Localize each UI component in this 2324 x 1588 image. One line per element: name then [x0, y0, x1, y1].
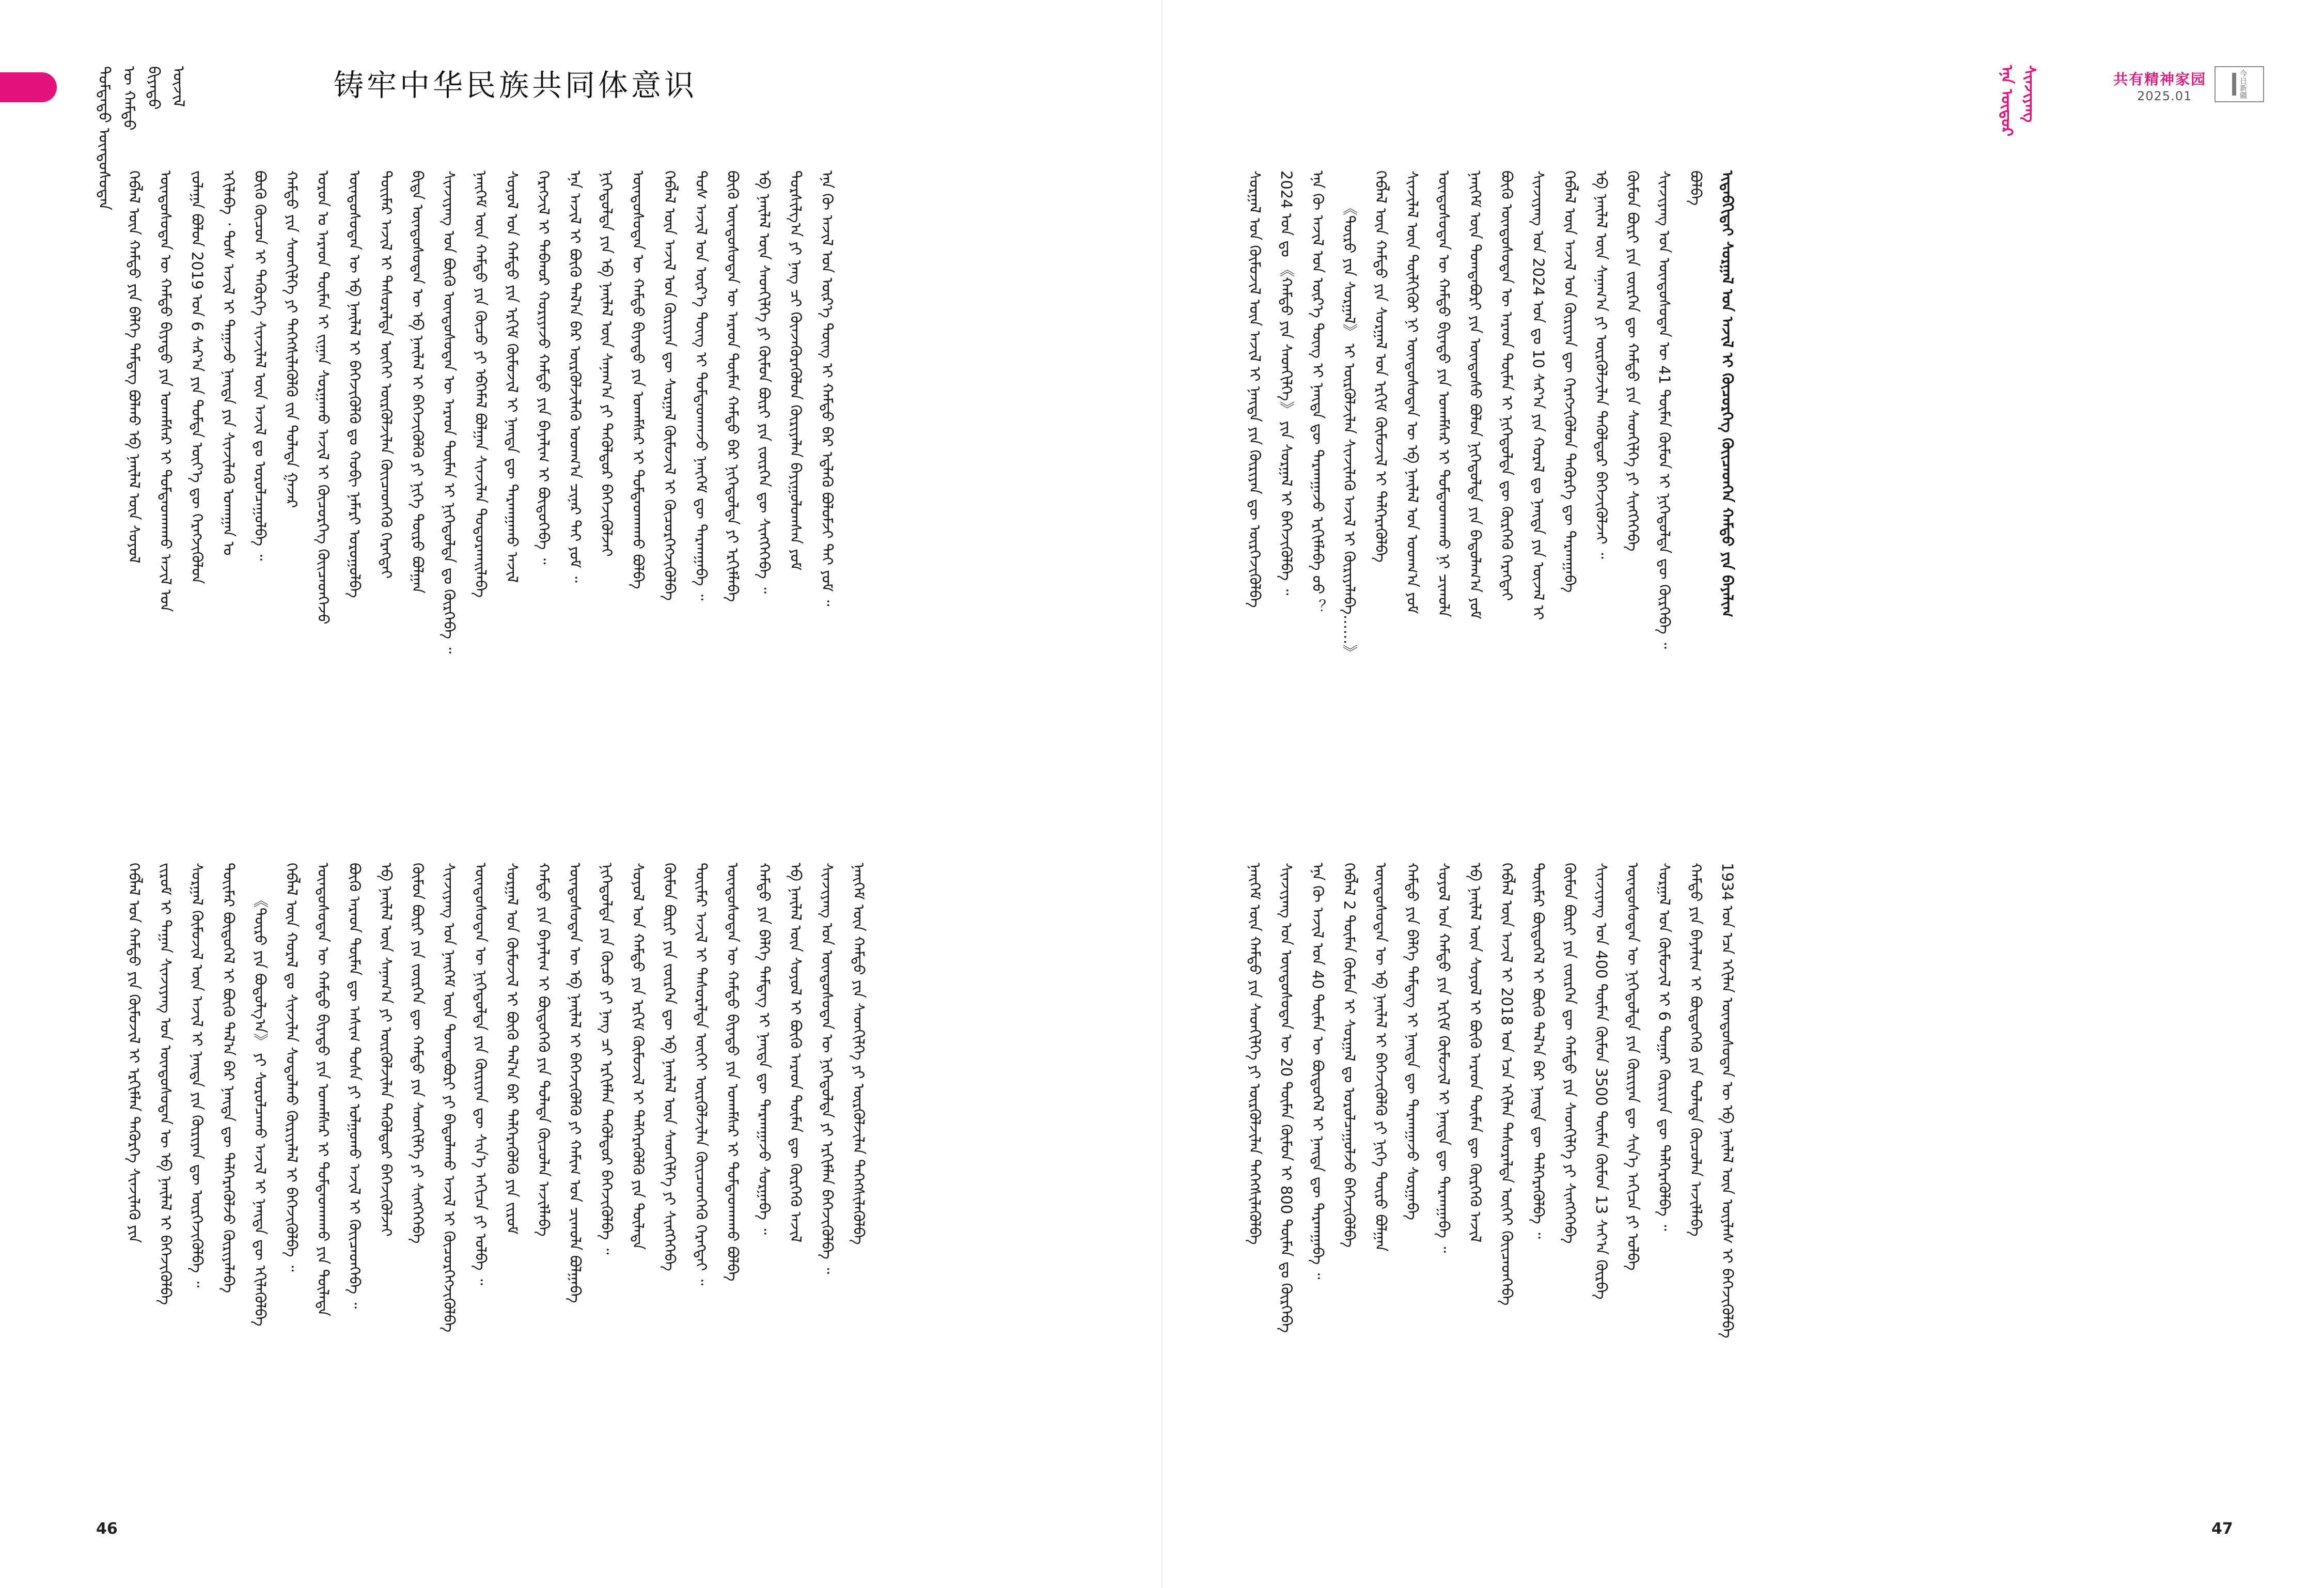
text-column: ᠤᠷᠤᠨ ᠤ ᠠᠷᠠᠳ ᠲᠦᠮᠡᠨ ᠢ ᠵᠢᠭᠠᠨ ᠰᠤᠷᠭᠠᠬᠤ ᠠᠵᠢᠯ ᠢ ᠬᠦᠴᠦᠷᠬᠡᠭ ᠭᠦᠢᠴᠡᠳᠬᠡᠵᠦ [315, 170, 332, 625]
text-column: ᠰᠤᠷᠭᠠᠯ ᠤᠨ ᠬᠦᠮᠦᠵᠢᠯ ᠦᠨ ᠠᠵᠢᠯ ᠢ ᠨᠡᠢ᠋ᠲᠡ ᠶᠢᠨ ᠬᠦᠷᠢᠶᠡᠨ ᠳᠦ ᠦᠷᠭᠡᠵᠢᠭᠦᠯᠪᠡ [1246, 170, 1264, 608]
text-column: ᠲᠦᠢᠮᠡᠷ ᠪᠦᠲᠦᠭᠡᠯ ᠢ ᠪᠦᠬᠦ ᠲᠠᠯ᠎ᠠ ᠪᠠᠷ ᠨᠡᠢ᠋ᠲᠡ ᠳᠦ ᠳᠡᠯᠭᠡᠷᠡᠭᠦᠯᠵᠦ ᠬᠦᠷᠢᠶᠡᠯᠡᠪᠡ [220, 863, 238, 1293]
text-column: ᠰᠤᠷᠭᠠᠯ ᠬᠦᠮᠦᠵᠢᠯ ᠦᠨ ᠠᠵᠢᠯ ᠢ ᠨᠡᠢ᠋ᠲᠡ ᠶᠢᠨ ᠬᠦᠷᠢᠶᠡᠨ ᠳᠦ ᠦᠷᠭᠡᠵᠢᠭᠦᠯᠪᠡ ᠃ [189, 863, 206, 1288]
text-column: ᠡᠪ ᠨᠡᠢ᠋ᠯᠡᠯ ᠦᠨ ᠰᠠᠨᠠᠭ᠎ᠠ ᠶᠢ ᠦᠷᠭᠦᠯᠵᠢᠯᠡᠨ ᠲᠡᠭᠦᠯᠳᠦᠷ ᠪᠡᠬᠡᠵᠢᠭᠦᠯᠵᠡᠢ ᠃ [1593, 170, 1610, 559]
logo-bar-icon [2232, 73, 2236, 96]
text-column: ᠬᠡᠪᠯᠡᠯ ᠤᠨ ᠬᠠᠮᠲᠤ ᠶᠢᠨ ᠬᠦᠮᠦᠵᠢᠯ ᠢ ᠡᠷᠬᠢᠮᠯᠡᠨ ᠲᠡᠭᠦᠷᠭᠡ ᠰᠢᠨᠵᠢᠯᠡᠬᠦ ᠶᠢᠨ [125, 863, 143, 1243]
text-column: ᠬᠦᠮᠦᠨ ᠪᠦᠷᠢ ᠶᠢᠨ ᠵᠦᠷᠬᠡᠨ ᠳᠦ ᠬᠠᠮᠲᠤ ᠶᠢᠨ ᠰᠡᠳᠬᠢᠯᠭᠡ ᠶᠢ ᠰᠢᠩᠭᠡᠭᠡᠪᠡ [1624, 170, 1642, 552]
text-column: ᠦᠨᠳᠦᠰᠦᠲᠡᠨ ᠦ ᠬᠠᠮᠲᠤ ᠪᠢᠶᠡᠲᠦ ᠶᠢᠨ ᠤᠬᠠᠮᠰᠠᠷ ᠢ ᠲᠤᠮᠳᠠᠳᠬᠠᠬᠤ ᠪᠣᠯᠪᠠ [724, 863, 742, 1282]
text-column: ᠲᠤᠰ ᠠᠵᠢᠯ ᠤᠨ ᠦᠷ᠎ᠡ ᠳᠦᠩ ᠢ ᠲᠤᠮᠳᠠᠳᠬᠠᠵᠤ ᠨᠡᠢ᠋ᠭᠡᠮ ᠳᠦ ᠲᠠᠷᠬᠠᠭᠠᠪᠠ ᠃ [693, 170, 710, 601]
issue-number: 2025.01 [2137, 89, 2192, 103]
text-column: ᠬᠦᠮᠦᠨ ᠪᠦᠷᠢ ᠶᠢᠨ ᠵᠦᠷᠬᠡᠨ ᠳᠦ ᠡᠪ ᠨᠡᠢ᠋ᠯᠡᠯ ᠦᠨ ᠰᠡᠳᠬᠢᠯᠭᠡ ᠶᠢ ᠰᠢᠩᠭᠡᠭᠡᠪᠡ [661, 863, 679, 1271]
text-column: ᠪᠦᠬᠦ ᠦᠨᠳᠦᠰᠦᠲᠡᠨ ᠦ ᠠᠷᠠᠳ ᠲᠦᠮᠡᠨ ᠢ ᠨᠢᠭᠡᠳᠦᠯᠲᠡ ᠳᠦ ᠬᠦᠷᠭᠡᠬᠦ ᠬᠡᠷᠡᠭᠲᠡᠢ [1498, 170, 1516, 601]
text-column: ᠬᠡᠪᠯᠡᠯ ᠦᠨ ᠠᠵᠢᠯ ᠢ 2018 ᠤᠨ ᠡᠴᠡ ᠡᠬᠢᠯᠡᠨ ᠲᠠᠰᠤᠷᠠᠯᠲᠠ ᠦᠭᠡᠢ ᠭᠦᠢᠴᠡᠳᠬᠡᠪᠡ [1498, 863, 1516, 1306]
text-column: ᠲᠦᠢᠮᠡᠷ ᠠᠵᠢᠯ ᠢ ᠲᠠᠰᠤᠷᠠᠯᠲᠠ ᠦᠭᠡᠢ ᠦᠷᠭᠦᠯᠵᠢᠯᠡᠨ ᠭᠦᠢᠴᠡᠳᠬᠡᠬᠦ ᠬᠡᠷᠡᠭᠲᠡᠢ ᠃ [693, 863, 710, 1286]
text-column: ᠵᠤᠯᠠᠭᠠ ᠪᠤᠯᠤᠨ 2019 ᠤᠨ 6 ᠰᠠᠷ᠎ᠠ ᠶᠢᠨ ᠳᠤᠮᠳᠠ ᠦᠶ᠎ᠡ ᠳᠦ ᠬᠡᠷᠡᠭᠵᠢᠬᠦᠯᠦᠨ [189, 170, 206, 584]
text-column: ᠦᠨᠳᠦᠰᠦᠲᠡᠨ ᠦ ᠨᠢᠭᠡᠳᠦᠯᠲᠡ ᠶᠢᠨ ᠬᠦᠷᠢᠶᠡᠨ ᠳᠦ ᠰᠢᠨ᠎ᠡ ᠠᠬᠢᠴᠠ ᠶᠢ ᠣᠯᠪᠠ ᠃ [472, 863, 490, 1285]
text-column: ᠬᠦᠮᠦᠨ ᠪᠦᠷᠢ ᠶᠢᠨ ᠵᠦᠷᠬᠡᠨ ᠳᠦ ᠬᠠᠮᠲᠤ ᠶᠢᠨ ᠰᠡᠳᠬᠢᠯᠭᠡ ᠶᠢ ᠰᠢᠩᠭᠡᠭᠡᠪᠡ [1561, 863, 1579, 1244]
text-column: ᠨᠢᠭᠡᠳᠦᠯᠲᠡ ᠶᠢᠨ ᠡᠪ ᠨᠡᠢ᠋ᠯᠡᠯ ᠦᠨ ᠰᠠᠨᠠᠭ᠎ᠠ ᠶᠢ ᠲᠡᠭᠦᠯᠳᠦᠷ ᠪᠡᠬᠡᠵᠢᠭᠦᠯᠵᠡᠢ [598, 170, 616, 557]
magazine-mongol-name [1998, 65, 2038, 136]
text-column: ᠡᠨᠡ ᠠᠵᠢᠯ ᠢ ᠪᠦᠬᠦ ᠲᠠᠯ᠎ᠠ ᠪᠠᠷ ᠦᠷᠭᠦᠯᠵᠢᠯᠡᠬᠦ ᠤᠳᠬ᠎ᠠ ᠴᠢᠨᠠᠷ ᠲᠠᠢ ᠶᠤᠮ ᠃ [567, 170, 584, 583]
left-page-upper-text [124, 170, 1131, 744]
text-column: ᠪᠣᠯᠪᠠ [1687, 170, 1705, 206]
mongol-title-line: ᠪᠢᠶᠡᠲᠦ [145, 66, 163, 110]
text-column: ᠲᠤᠷᠰᠢᠯᠭ᠎ᠠ ᠶᠢ ᠨᠡᠩ ᠴᠢ ᠭᠦᠨᠵᠡᠭᠦᠷᠡᠭᠦᠯᠦᠨ ᠬᠦᠷᠢᠶᠡᠯᠡᠨ ᠪᠠᠶᠢᠭᠤᠯᠤᠭᠰᠠᠨ ᠶᠤᠮ [787, 170, 805, 571]
text-column: ᠨᠡᠢ᠋ᠭᠡᠮ ᠦᠨ ᠬᠠᠮᠲᠤ ᠶᠢᠨ ᠬᠦᠴᠦ ᠶᠢ ᠡᠪᠬᠡᠮᠡᠯ ᠪᠣᠯᠭᠠᠨ ᠰᠢᠨᠵᠢᠯᠡᠨ ᠲᠤᠳᠤᠷᠬᠠᠢᠯᠠᠪᠠ [472, 170, 490, 598]
text-column: ᠬᠡᠪᠯᠡᠯ ᠦᠨ ᠬᠤᠷᠠᠯ ᠳᠤ ᠰᠢᠨᠵᠢᠯᠡᠨ ᠰᠤᠳᠤᠯᠬᠤ ᠬᠦᠷᠢᠶᠡᠯᠡᠯ ᠢ ᠪᠡᠬᠡᠵᠢᠭᠦᠯᠪᠡ ᠃ [283, 863, 301, 1272]
text-column: ᠪᠦᠬᠦ ᠬᠦᠴᠦᠨ ᠢ ᠲᠡᠭᠦᠷᠭᠡ ᠰᠢᠨᠵᠢᠯᠡᠯ ᠦᠨ ᠠᠵᠢᠯ ᠳᠤ ᠤᠷᠤᠯᠴᠠᠭᠤᠯᠪᠠ ᠃ [252, 170, 269, 561]
page-number-left: 46 [96, 1520, 118, 1538]
text-column: ᠡᠪ ᠨᠡᠢ᠋ᠯᠡᠯ ᠦᠨ ᠰᠤᠶᠤᠯ ᠢ ᠪᠦᠬᠦ ᠠᠷᠠᠳ ᠲᠦᠮᠡᠨ ᠳᠦ ᠬᠦᠷᠭᠡᠬᠦ ᠠᠵᠢᠯ [1467, 863, 1484, 1243]
page-gutter [1161, 0, 1163, 1588]
text-column: ᠨᠡᠢ᠋ᠭᠡᠮ ᠦᠨ ᠲᠣᠭᠲᠠᠪᠤᠷᠢ ᠶᠢᠨ ᠦᠨᠳᠦᠰᠦ ᠪᠣᠯᠤᠨ ᠨᠢᠭᠡᠳᠦᠯᠲᠡ ᠶᠢᠨ ᠪᠠᠲᠤᠯᠠᠭ᠎ᠠ ᠶᠤᠮ [1467, 170, 1484, 619]
mongol-section-title [95, 66, 187, 210]
text-column: ᠦᠨᠳᠦᠰᠦᠲᠡᠨ ᠦ ᠬᠠᠮᠲᠤ ᠪᠢᠶᠡᠲᠦ ᠶᠢᠨ ᠤᠬᠠᠮᠰᠠᠷ ᠢ ᠲᠤᠮᠳᠠᠳᠬᠠᠬᠤ ᠨᠢ ᠴᠢᠬᠤᠯᠠ [1435, 170, 1453, 617]
text-column: ᠲᠦᠢᠮᠡᠷ ᠠᠵᠢᠯ ᠢ ᠲᠠᠰᠤᠷᠠᠯᠲᠠ ᠦᠭᠡᠢ ᠦᠷᠭᠦᠯᠵᠢᠯᠡᠨ ᠭᠦᠢᠴᠡᠳᠬᠡᠬᠦ ᠬᠡᠷᠡᠭᠲᠡᠢ [378, 170, 395, 579]
text-column: ᠪᠦᠬᠦ ᠦᠨᠳᠦᠰᠦᠲᠡᠨ ᠦ ᠠᠷᠠᠳ ᠲᠦᠮᠡᠨ ᠬᠠᠮᠲᠤ ᠪᠡᠷ ᠨᠢᠭᠡᠳᠦᠯᠲᠡ ᠶᠢ ᠡᠷᠬᠢᠮᠯᠡᠪᠡ [724, 170, 742, 602]
text-column: ᠬᠠᠮᠲᠤ ᠶᠢᠨ ᠪᠡᠯᠭᠡ ᠲᠡᠮᠳᠡᠭ ᠢ ᠨᠡᠢ᠋ᠲᠡ ᠳᠦ ᠲᠠᠷᠬᠠᠭᠠᠵᠤ ᠰᠤᠷᠭᠠᠪᠠ [1404, 863, 1421, 1220]
text-column: ᠡᠨᠡ ᠬᠦ ᠠᠵᠢᠯ ᠤᠨ ᠦᠷ᠎ᠡ ᠳᠦᠩ ᠢ ᠬᠠᠮᠲᠤ ᠪᠡᠷ ᠡᠳ᠋ᠯᠡᠬᠦ ᠪᠣᠯᠤᠮᠵᠢ ᠲᠠᠢ ᠶᠤᠮ ᠃ [819, 170, 836, 606]
text-column: ᠬᠦᠮᠦᠨ ᠪᠦᠷᠢ ᠶᠢᠨ ᠵᠦᠷᠬᠡᠨ ᠳᠦ ᠬᠠᠮᠲᠤ ᠶᠢᠨ ᠰᠡᠳᠬᠢᠯᠭᠡ ᠶᠢ ᠰᠢᠩᠭᠡᠭᠡᠪᠡ [409, 863, 427, 1244]
text-column: ᠨᠡᠢ᠋ᠭᠡᠮ ᠦᠨ ᠬᠠᠮᠲᠤ ᠶᠢᠨ ᠰᠡᠳᠬᠢᠯᠭᠡ ᠶᠢ ᠦᠷᠭᠦᠯᠵᠢᠯᠡᠨ ᠳᠡᠭᠡᠭᠰᠢᠯᠡᠭᠦᠯᠪᠡ [850, 863, 868, 1245]
text-column: ᠰᠢᠨᠵᠢᠶᠠᠩ ᠤᠨ ᠦᠨᠳᠦᠰᠦᠲᠡᠨ ᠦ 20 ᠲᠦᠮᠡᠨ ᠬᠦᠮᠦᠨ ᠢ 800 ᠲᠦᠮᠡᠨ ᠳᠤ ᠬᠦᠷᠭᠡᠪᠡ [1278, 863, 1295, 1333]
text-column: ᠡᠨᠡ ᠬᠦ ᠠᠵᠢᠯ ᠤᠨ ᠦᠷ᠎ᠡ ᠳᠦᠩ ᠢ ᠨᠡᠢ᠋ᠲᠡ ᠳᠦ ᠲᠠᠷᠬᠠᠭᠠᠵᠤ ᠡᠷᠬᠢᠮᠯᠡᠪᠡ ᠤᠤ ？ [1309, 170, 1327, 614]
text-column: ᠨᠢᠭᠡᠳᠦᠯᠲᠡ ᠶᠢᠨ ᠬᠦᠴᠦ ᠶᠢ ᠨᠡᠩ ᠴᠢ ᠡᠷᠬᠢᠮᠯᠡᠨ ᠲᠡᠭᠦᠯᠳᠦᠷ ᠪᠡᠬᠡᠵᠢᠭᠦᠯᠪᠡ ᠃ [598, 863, 616, 1255]
text-column: ᠬᠡᠪᠯᠡᠯ ᠦᠨ ᠬᠠᠮᠲᠤ ᠶᠢᠨ ᠰᠤᠷᠭᠠᠯ ᠤᠨ ᠡᠷᠬᠢᠮ ᠬᠦᠮᠦᠵᠢᠯ ᠢ ᠳᠡᠯᠭᠡᠷᠡᠭᠦᠯᠪᠡ [1372, 170, 1390, 563]
text-column: ᠰᠢᠨᠵᠢᠶᠠᠩ ᠤᠨ ᠦᠨᠳᠦᠰᠦᠲᠡᠨ ᠦ ᠨᠢᠭᠡᠳᠦᠯᠲᠡ ᠶᠢ ᠡᠷᠬᠢᠮᠯᠡᠨ ᠪᠡᠬᠡᠵᠢᠭᠦᠯᠪᠡ ᠃ [819, 863, 836, 1274]
text-column: ᠪᠦᠬᠦ ᠠᠷᠠᠳ ᠲᠦᠮᠡᠨ ᠳᠦ ᠠᠰᠢᠭ ᠲᠤᠰᠠ ᠶᠢ ᠣᠯᠭᠤᠬᠤ ᠠᠵᠢᠯ ᠢ ᠭᠦᠢᠴᠡᠳᠭᠡᠪᠡ ᠃ [346, 863, 364, 1309]
text-column: ᠬᠡᠪᠯᠡᠯ ᠦᠨ ᠠᠵᠢᠯ ᠤᠨ ᠬᠦᠷᠢᠶᠡᠨ ᠳᠦ ᠰᠤᠷᠭᠠᠯ ᠬᠦᠮᠦᠵᠢᠯ ᠢ ᠬᠦᠴᠦᠷᠬᠡᠭᠵᠢᠭᠦᠯᠪᠡ [661, 170, 679, 601]
text-column: ᠰᠤᠶᠤᠯ ᠤᠨ ᠬᠠᠮᠲᠤ ᠶᠢᠨ ᠡᠷᠬᠢᠮ ᠬᠦᠮᠦᠵᠢᠯ ᠢ ᠨᠡᠢ᠋ᠲᠡ ᠳᠦ ᠲᠠᠷᠬᠠᠭᠠᠪᠠ ᠃ [1435, 863, 1453, 1253]
text-column: ᠰᠢᠨᠵᠢᠶᠠᠩ ᠤᠨ ᠦᠨᠳᠦᠰᠦᠲᠡᠨ ᠦ 41 ᠲᠦᠮᠡᠨ ᠬᠦᠮᠦᠨ ᠢ ᠨᠢᠭᠡᠳᠦᠯᠲᠡ ᠳᠦ ᠬᠦᠷᠭᠡᠪᠡ ᠃ [1656, 170, 1673, 649]
text-column: ᠦᠨᠳᠦᠰᠦᠲᠡᠨ ᠦ ᠡᠪ ᠨᠡᠢ᠋ᠯᠡᠯ ᠢ ᠪᠡᠬᠡᠵᠢᠭᠦᠯᠬᠦ ᠶᠢ ᠬᠠᠮᠢᠭ ᠤᠨ ᠴᠢᠬᠤᠯᠠ ᠪᠣᠯᠭᠠᠪᠠ [567, 863, 584, 1303]
text-column: ᠰᠤᠶᠤᠯ ᠤᠨ ᠬᠠᠮᠲᠤ ᠶᠢᠨ ᠡᠷᠬᠢᠮ ᠬᠦᠮᠦᠵᠢᠯ ᠢ ᠨᠡᠢ᠋ᠲᠡ ᠳᠦ ᠲᠠᠷᠬᠠᠭᠠᠬᠤ ᠠᠵᠢᠯ [504, 170, 521, 583]
text-column: ᠬᠠᠮᠲᠤ ᠶᠢᠨ ᠰᠡᠳᠬᠢᠯᠭᠡ ᠶᠢ ᠳᠡᠭᠡᠭᠰᠢᠯᠡᠬᠦᠯᠬᠦ ᠵᠢᠨ ᠲᠤᠯᠠᠳᠠ ᠭᠠᠵᠠᠷ [283, 170, 301, 508]
page-title: 铸牢中华民族共同体意识 [334, 68, 698, 103]
text-column: ᠰᠤᠷᠭᠠᠯ ᠤᠨ ᠬᠦᠮᠦᠵᠢᠯ ᠢ ᠪᠦᠬᠦ ᠲᠠᠯ᠎ᠠ ᠪᠠᠷ ᠳᠡᠯᠭᠡᠷᠡᠭᠦᠯᠬᠦ ᠶᠢᠨ ᠵᠢᠷᠤᠮ [504, 863, 521, 1235]
mongol-title-line: ᠳᠤᠮᠳᠠᠳᠤ ᠦᠨᠳᠦᠰᠦᠲᠡᠨ [95, 66, 113, 210]
text-column: ᠦᠨᠳᠦᠰᠦᠲᠡᠨ ᠦ ᠡᠪ ᠨᠡᠢ᠋ᠯᠡᠯ ᠢ ᠪᠡᠬᠡᠵᠢᠭᠦᠯᠬᠦ ᠶᠢ ᠨᠢᠭᠡ ᠲᠦᠷᠦ ᠪᠣᠯᠭᠠᠨ [1372, 863, 1390, 1252]
text-column: ᠰᠢᠨᠵᠢᠶᠠᠩ ᠤᠨ ᠨᠡᠢ᠋ᠭᠡᠮ ᠦᠨ ᠲᠣᠭᠲᠠᠪᠤᠷᠢ ᠶᠢ ᠪᠠᠲᠤᠯᠠᠬᠤ ᠠᠵᠢᠯ ᠢ ᠬᠦᠴᠦᠷᠬᠡᠭᠵᠢᠭᠦᠯᠪᠡ [441, 863, 458, 1333]
text-column: ᠦᠨᠳᠦᠰᠦᠲᠡᠨ ᠦ ᠡᠪ ᠨᠡᠢ᠋ᠯᠡᠯ ᠢ ᠪᠡᠬᠡᠵᠢᠭᠦᠯᠬᠦ ᠳᠤ ᠬᠤᠪᠢ ᠨᠡᠮᠡᠷᠢ ᠣᠷᠤᠭᠤᠯᠪᠠ [346, 170, 364, 598]
text-column: ᠰᠢᠨᠵᠢᠶᠠᠩ ᠤᠨ 400 ᠲᠦᠮᠡᠨ ᠬᠦᠮᠦᠨ 3500 ᠲᠦᠮᠡᠨ ᠬᠦᠮᠦᠨ 13 ᠰᠠᠶ᠎ᠠ ᠬᠦᠷᠪᠡ [1593, 863, 1610, 1300]
text-column: ᠰᠤᠶᠤᠯ ᠤᠨ ᠬᠠᠮᠲᠤ ᠶᠢᠨ ᠡᠷᠬᠢᠮ ᠬᠦᠮᠦᠵᠢᠯ ᠢ ᠳᠡᠯᠭᠡᠷᠡᠭᠦᠯᠬᠦ ᠶᠢᠨ ᠲᠦᠯᠠᠳᠠ [630, 863, 647, 1250]
text-column: ᠨᠡᠢ᠋ᠭᠡᠮ ᠦᠨ ᠬᠠᠮᠲᠤ ᠶᠢᠨ ᠰᠡᠳᠬᠢᠯᠭᠡ ᠶᠢ ᠦᠷᠭᠦᠯᠵᠢᠯᠡᠨ ᠳᠡᠭᠡᠭᠰᠢᠯᠡᠭᠦᠯᠪᠡ [1246, 863, 1264, 1245]
text-column: ᠦᠨᠳᠦᠰᠦᠲᠡᠨ ᠦ ᠬᠠᠮᠲᠤ ᠪᠢᠶᠡᠲᠦ ᠶᠢᠨ ᠤᠬᠠᠮᠰᠠᠷ ᠢ ᠲᠤᠮᠳᠠᠳᠬᠠᠬᠤ ᠶᠢᠨ ᠲᠦᠯᠠᠳᠠ [315, 863, 332, 1316]
mongol-title-line: ᠦ ᠬᠠᠮᠲᠤ [120, 66, 138, 131]
text-column: ᠡᠪ ᠨᠡᠢ᠋ᠯᠡᠯ ᠦᠨ ᠰᠠᠨᠠᠭ᠎ᠠ ᠶᠢ ᠦᠷᠭᠦᠯᠵᠢᠯᠡᠨ ᠲᠡᠭᠦᠯᠳᠦᠷ ᠪᠡᠬᠡᠵᠢᠭᠦᠯᠵᠡᠢ [378, 863, 395, 1237]
text-column: ᠬᠠᠮᠲᠤ ᠶᠢᠨ ᠪᠠᠶᠠᠯᠢᠭ ᠢ ᠪᠦᠲᠦᠭᠡᠬᠦ ᠶᠢᠨ ᠲᠤᠯᠠᠳᠠ ᠬᠦᠴᠦᠯᠡᠨ ᠠᠵᠢᠯᠯᠠᠪᠠ [535, 863, 553, 1237]
magazine-masthead [1998, 65, 2247, 136]
magazine-mongol-line: ᠡᠨᠡ ᠦᠳᠦᠷ [1998, 65, 2016, 136]
section-tab [0, 72, 57, 102]
right-page-lower-text [1245, 863, 2236, 1493]
text-column: ᠡᠪ ᠨᠡᠢ᠋ᠯᠡᠯ ᠦᠨ ᠰᠡᠳᠬᠢᠯᠭᠡ ᠶᠢ ᠬᠦᠮᠦᠨ ᠪᠦᠷᠢ ᠶᠢᠨ ᠵᠦᠷᠬᠡᠨ ᠳᠦ ᠰᠢᠩᠭᠡᠭᠡᠪᠡ ᠃ [756, 170, 773, 594]
text-column: ᠰᠤᠷᠭᠠᠯ ᠤᠨ ᠬᠦᠮᠦᠵᠢᠯ ᠢ 6 ᠳᠤᠭᠠᠷ ᠬᠦᠷᠢᠶᠡᠨ ᠳᠦ ᠳᠡᠯᠭᠡᠷᠡᠭᠦᠯᠪᠡ ᠃ [1656, 863, 1673, 1231]
text-column: ᠬᠠᠮᠲᠤ ᠶᠢᠨ ᠪᠡᠯᠭᠡ ᠲᠡᠮᠳᠡᠭ ᠢ ᠨᠡᠢ᠋ᠲᠡ ᠳᠦ ᠲᠠᠷᠬᠠᠭᠠᠵᠤ ᠰᠤᠷᠭᠠᠪᠠ ᠃ [756, 863, 773, 1235]
text-column: ᠵᠢᠷᠤᠮ ᠢ ᠳᠠᠭᠠᠨ ᠰᠢᠨᠵᠢᠶᠠᠩ ᠤᠨ ᠦᠨᠳᠦᠰᠦᠲᠡᠨ ᠦ ᠡᠪ ᠨᠡᠢ᠋ᠯᠡᠯ ᠢ ᠪᠡᠬᠡᠵᠢᠭᠦᠯᠪᠡ [157, 863, 175, 1305]
text-column: 2024 ᠤᠨ ᠳᠤ 《ᠬᠠᠮᠲᠤ ᠶᠢᠨ ᠰᠡᠳᠬᠢᠯᠭᠡ》 ᠶᠢᠨ ᠰᠤᠷᠭᠠᠯ ᠢ ᠪᠡᠬᠡᠵᠢᠭᠦᠯᠪᠡ ᠃ [1278, 170, 1295, 596]
text-column: ᠬᠡᠪᠯᠡᠯ 2 ᠲᠦᠮᠡᠨ ᠬᠦᠮᠦᠨ ᠢ ᠰᠤᠷᠭᠠᠯ ᠳᠤ ᠣᠷᠤᠯᠴᠠᠭᠤᠯᠵᠤ ᠪᠡᠬᠡᠵᠢᠭᠦᠯᠪᠡ [1341, 863, 1358, 1248]
mongol-title-line: ᠦᠵᠢᠯ [169, 66, 187, 107]
text-column: ᠢᠳᠡᠪᠬᠢᠲᠡᠢ ᠰᠤᠷᠭᠠᠯ ᠤᠨ ᠠᠵᠢᠯ ᠢ ᠬᠦᠴᠦᠷᠬᠡᠭ ᠭᠦᠢᠴᠡᠳᠬᠡᠨ ᠬᠠᠮᠲᠤ ᠶᠢᠨ ᠪᠠᠶᠠᠯᠢᠭ [1719, 170, 1736, 617]
text-column: 《ᠲᠦᠷᠦ ᠶᠢᠨ ᠪᠣᠳᠣᠯᠭ᠎ᠠ》 ᠶᠢ ᠰᠤᠷᠤᠯᠴᠠᠬᠤ ᠠᠵᠢᠯ ᠢ ᠨᠡᠢ᠋ᠲᠡ ᠳᠦ ᠡᠬᠢᠯᠡᠭᠦᠯᠪᠡ [252, 893, 269, 1327]
text-column: ᠰᠢᠨᠵᠢᠯᠡᠯ ᠦᠨ ᠲᠦᠯᠬᠢᠭᠦᠷ ᠨᠢ ᠦᠨᠳᠦᠰᠦᠲᠡᠨ ᠦ ᠡᠪ ᠨᠡᠢ᠋ᠯᠡᠯ ᠤᠨ ᠤᠳᠬ᠎ᠠ ᠶᠤᠮ [1404, 170, 1421, 614]
magazine-column-name: 共有精神家园 [2113, 71, 2207, 88]
text-column: ᠡᠬᠢᠯᠡᠪᠡ ᠂ ᠲᠤᠰ ᠠᠵᠢᠯ ᠢ ᠳᠠᠭᠠᠵᠤ ᠨᠡᠢ᠋ᠲᠡ ᠶᠢᠨ ᠰᠢᠨᠵᠢᠯᠡᠬᠦ ᠤᠬᠠᠭᠠᠨ ᠤ [220, 170, 238, 556]
text-column: 《ᠲᠦᠷᠦ ᠶᠢᠨ ᠰᠤᠷᠭᠠᠯ》 ᠢ ᠦᠷᠭᠦᠯᠵᠢᠯᠡᠨ ᠰᠢᠨᠵᠢᠯᠡᠬᠦ ᠠᠵᠢᠯ ᠢ ᠬᠦᠷᠢᠶᠡᠯᠡᠪᠡ……》 [1341, 200, 1358, 660]
right-page-upper-text [1245, 170, 2236, 744]
text-column: ᠬᠡᠪᠯᠡᠯ ᠦᠨ ᠠᠵᠢᠯ ᠤᠨ ᠬᠦᠷᠢᠶᠡᠨ ᠳᠦ ᠬᠡᠷᠡᠭᠵᠢᠭᠦᠯᠦᠨ ᠲᠡᠭᠦᠷᠭᠡ ᠳᠦ ᠲᠠᠷᠬᠠᠭᠠᠪᠠ [1561, 170, 1579, 593]
text-column: ᠡᠨᠡ ᠬᠦ ᠠᠵᠢᠯ ᠤᠨ 40 ᠲᠦᠮᠡᠨ ᠦ ᠪᠦᠲᠦᠭᠡᠯ ᠢ ᠨᠡᠢ᠋ᠲᠡ ᠳᠦ ᠲᠠᠷᠬᠠᠭᠠᠪᠠ ᠃ [1309, 863, 1327, 1280]
text-column: ᠪᠢᠳᠡ ᠦᠨᠳᠦᠰᠦᠲᠡᠨ ᠦ ᠡᠪ ᠨᠡᠢ᠋ᠯᠡᠯ ᠢ ᠪᠡᠬᠡᠵᠢᠭᠦᠯᠬᠦ ᠶᠢ ᠨᠢᠭᠡ ᠲᠦᠷᠦ ᠪᠣᠯᠭᠠᠨ [409, 170, 427, 594]
magazine-mongol-line: ᠰᠢᠨᠵᠢᠶᠠᠩ [2020, 65, 2038, 123]
left-page-lower-text [124, 863, 1131, 1493]
text-column: ᠲᠦᠢᠮᠡᠷ ᠪᠦᠲᠦᠭᠡᠯ ᠢ ᠪᠦᠬᠦ ᠲᠠᠯ᠎ᠠ ᠪᠠᠷ ᠨᠡᠢ᠋ᠲᠡ ᠳᠦ ᠳᠡᠯᠭᠡᠷᠡᠭᠦᠯᠪᠡ ᠃ [1530, 863, 1547, 1239]
text-column: ᠬᠠᠮᠲᠤ ᠶᠢᠨ ᠪᠠᠶᠠᠯᠢᠭ ᠢ ᠪᠦᠲᠦᠭᠡᠬᠦ ᠶᠢᠨ ᠲᠤᠯᠠᠳᠠ ᠬᠦᠴᠦᠯᠡᠨ ᠠᠵᠢᠯᠯᠠᠪᠠ [1687, 863, 1705, 1237]
logo-text: 今日新疆 [2239, 70, 2247, 99]
text-column: ᠦᠨᠳᠦᠰᠦᠲᠡᠨ ᠦ ᠬᠠᠮᠲᠤ ᠪᠢᠶᠡᠲᠦ ᠶᠢᠨ ᠤᠬᠠᠮᠰᠠᠷ ᠢ ᠲᠤᠮᠳᠠᠳᠬᠠᠬᠤ ᠪᠣᠯᠪᠠ [630, 170, 647, 589]
text-column: ᠰᠢᠨᠵᠢᠶᠠᠩ ᠤᠨ 2024 ᠤᠨ ᠳᠤ 10 ᠰᠠᠷ᠎ᠠ ᠶᠢᠨ ᠬᠤᠷᠠᠯ ᠳᠤ ᠨᠡᠢ᠋ᠲᠡ ᠶᠢᠨ ᠦᠵᠡᠯ ᠢ [1530, 170, 1547, 620]
text-column: ᠦᠨᠳᠦᠰᠦᠲᠡᠨ ᠦ ᠬᠠᠮᠲᠤ ᠪᠢᠶᠡᠲᠦ ᠶᠢᠨ ᠤᠬᠠᠮᠰᠠᠷ ᠢ ᠲᠤᠮᠳᠠᠳᠬᠠᠬᠤ ᠠᠵᠢᠯ ᠤᠨ [157, 170, 175, 612]
text-column: ᠬᠡᠪᠯᠡᠯ ᠦᠨ ᠬᠠᠮᠲᠤ ᠶᠢᠨ ᠪᠡᠯᠭᠡ ᠲᠡᠮᠳᠡᠭ ᠪᠤᠯᠬᠤ ᠡᠪ ᠨᠡᠢ᠋ᠯᠡᠯ ᠦᠨ ᠰᠤᠶᠤᠯ [125, 170, 143, 564]
text-column: ᠦᠨᠳᠦᠰᠦᠲᠡᠨ ᠦ ᠨᠢᠭᠡᠳᠦᠯᠲᠡ ᠶᠢᠨ ᠬᠦᠷᠢᠶᠡᠨ ᠳᠦ ᠰᠢᠨ᠎ᠡ ᠠᠬᠢᠴᠠ ᠶᠢ ᠣᠯᠪᠠ [1624, 863, 1642, 1271]
text-column: ᠬᠡᠷᠡᠭᠵᠢᠯ ᠢ ᠳᠠᠪᠬᠤᠷ ᠬᠤᠷᠢᠶᠠᠵᠤ ᠬᠠᠮᠲᠤ ᠶᠢᠨ ᠪᠠᠶᠠᠯᠢᠭ ᠢ ᠪᠦᠲᠦᠭᠡᠪᠡ ᠃ [535, 170, 553, 565]
text-column: 1934 ᠤᠨ ᠡᠴᠡ ᠡᠬᠢᠯᠡᠨ ᠦᠨᠳᠦᠰᠦᠲᠡᠨ ᠦ ᠡᠪ ᠨᠡᠢ᠋ᠯᠡᠯ ᠦᠨ ᠦᠶᠯᠡᠰ ᠢ ᠪᠡᠬᠡᠵᠢᠭᠦᠯᠪᠡ [1719, 863, 1736, 1338]
text-column: ᠰᠢᠨᠵᠢᠶᠠᠩ ᠤᠨ ᠪᠦᠬᠦ ᠦᠨᠳᠦᠰᠦᠲᠡᠨ ᠦ ᠠᠷᠠᠳ ᠲᠦᠮᠡᠨ ᠢ ᠨᠢᠭᠡᠳᠦᠯᠲᠡ ᠳᠤ ᠬᠦᠷᠭᠡᠪᠡ ᠃ [441, 170, 458, 654]
magazine-logo [2215, 66, 2264, 102]
text-column: ᠡᠪ ᠨᠡᠢ᠋ᠯᠡᠯ ᠦᠨ ᠰᠤᠶᠤᠯ ᠢ ᠪᠦᠬᠦ ᠠᠷᠠᠳ ᠲᠦᠮᠡᠨ ᠳᠦ ᠬᠦᠷᠭᠡᠬᠦ ᠠᠵᠢᠯ [787, 863, 805, 1243]
page-number-right: 47 [2211, 1520, 2233, 1538]
